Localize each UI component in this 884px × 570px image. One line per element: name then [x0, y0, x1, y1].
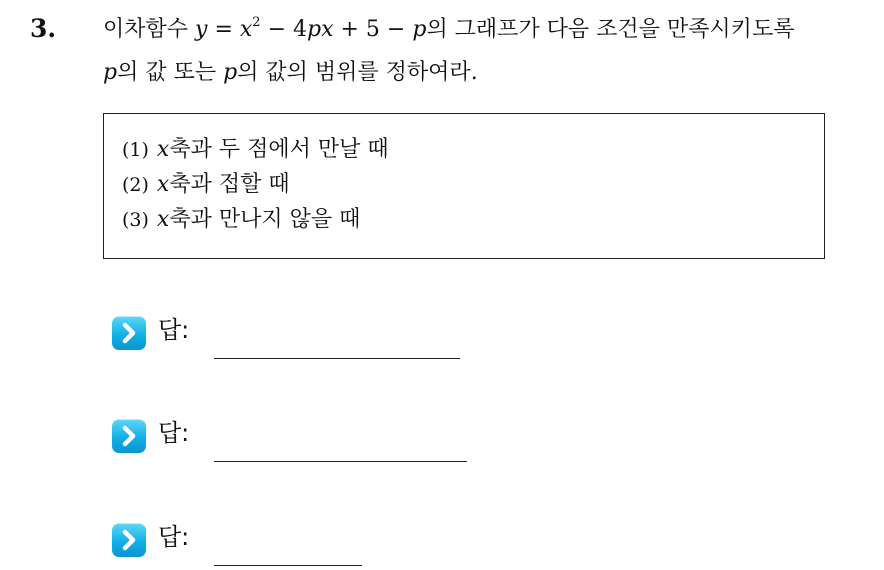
problem-number: 3.: [30, 14, 57, 43]
answer-blank[interactable]: [214, 358, 460, 359]
condition-number: (1): [122, 139, 149, 161]
stem-suffix: 의 그래프가 다음 조건을 만족시키도록: [426, 17, 795, 42]
condition-item-3: [122, 205, 360, 235]
stem-mid: 의 값 또는: [117, 60, 224, 85]
condition-item-1: [122, 135, 389, 165]
answer-row-1: [112, 313, 512, 363]
answer-label: 답:: [158, 316, 190, 344]
answer-label: 답:: [158, 419, 190, 447]
stem-prefix: 이차함수: [103, 17, 196, 42]
condition-item-2: [122, 170, 290, 200]
condition-text: 축과 만나지 않을 때: [169, 207, 361, 232]
answer-blank[interactable]: [214, 565, 362, 566]
eq-equals: =: [207, 17, 240, 42]
eq-x: x: [239, 17, 253, 42]
eq-y: y: [195, 17, 208, 42]
stem-p-2: p: [223, 60, 238, 85]
condition-variable: x: [156, 137, 170, 162]
answer-row-3: [112, 520, 512, 570]
chevron-right-icon: [112, 316, 146, 350]
stem-end: 의 값의 범위를 정하여라.: [237, 60, 478, 85]
eq-exponent: 2: [252, 15, 261, 30]
eq-px: px: [307, 17, 334, 42]
chevron-right-icon: [112, 419, 146, 453]
conditions-box: [103, 113, 825, 259]
chevron-right-icon: [112, 523, 146, 557]
eq-plus: + 5 −: [333, 17, 413, 42]
condition-variable: x: [156, 172, 170, 197]
equation: [195, 17, 426, 42]
condition-number: (2): [122, 174, 149, 196]
answer-label: 답:: [158, 523, 190, 551]
answer-row-2: [112, 416, 512, 466]
stem-p-1: p: [103, 60, 118, 85]
condition-variable: x: [156, 207, 170, 232]
condition-number: (3): [122, 209, 149, 231]
condition-text: 축과 접할 때: [169, 172, 290, 197]
answer-blank[interactable]: [214, 461, 467, 462]
problem-stem-line-2: [103, 58, 478, 88]
eq-p: p: [412, 17, 427, 42]
eq-minus: − 4: [260, 17, 307, 42]
condition-text: 축과 두 점에서 만날 때: [169, 137, 389, 162]
problem-stem-line-1: [103, 15, 794, 45]
